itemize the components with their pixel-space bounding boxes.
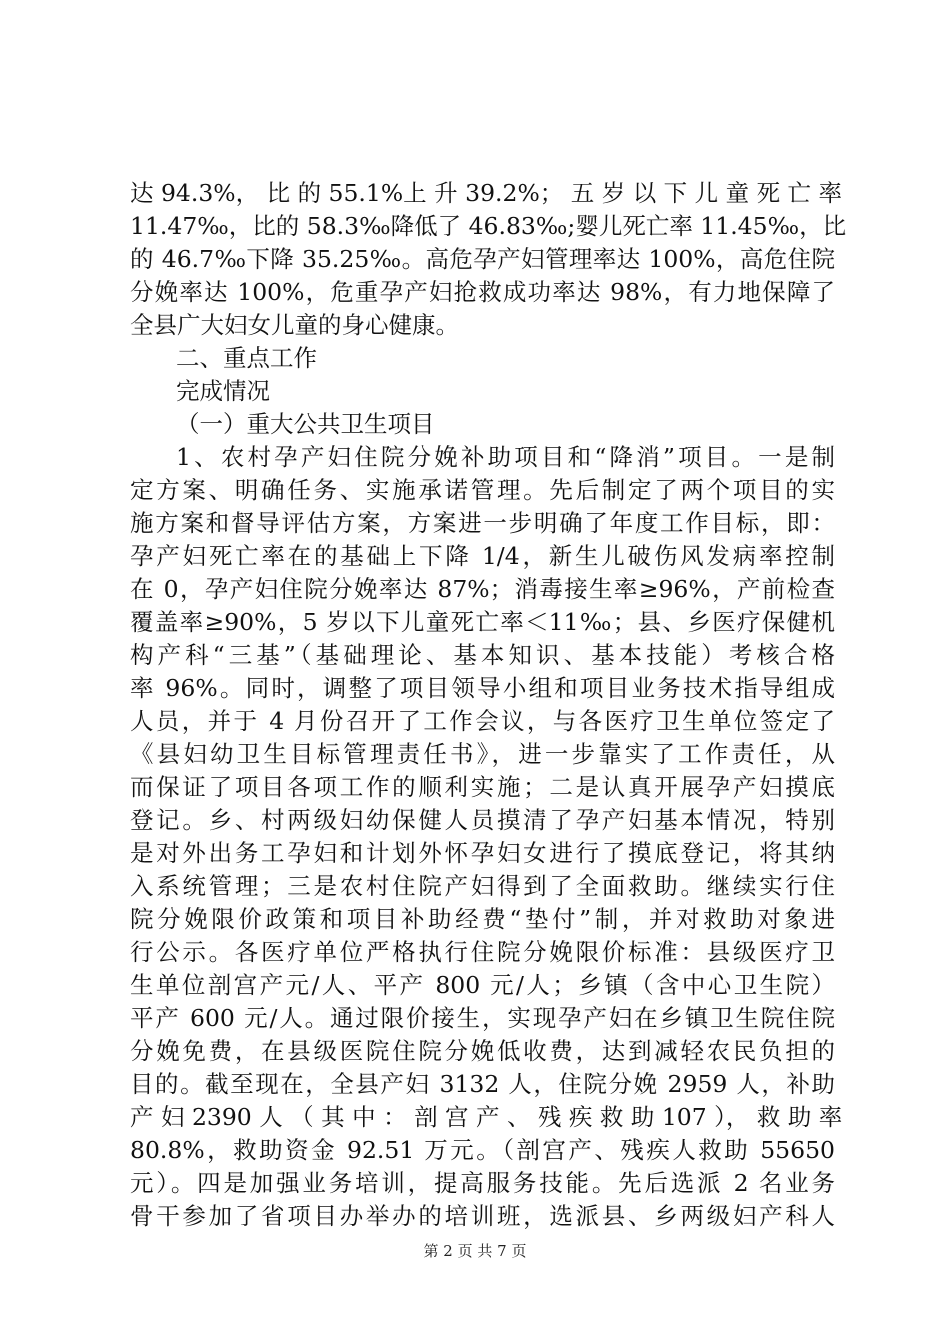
paragraph-line: 分娩免费，在县级医院住院分娩低收费，达到减轻农民负担的	[130, 1037, 835, 1065]
paragraph-line: 登记。乡、村两级妇幼保健人员摸清了孕产妇基本情况，特别	[130, 806, 835, 834]
paragraph-line: 1、农村孕产妇住院分娩补助项目和“降消”项目。一是制	[176, 443, 835, 471]
paragraph-line: 《县妇幼卫生目标管理责任书》，进一步靠实了工作责任，从	[130, 740, 835, 768]
section-heading: 二、重点工作	[176, 344, 317, 372]
paragraph-line: 11.47‰，比的 58.3‰降低了 46.83‰;婴儿死亡率 11.45‰，比	[130, 212, 847, 240]
paragraph-line: 率 96%。同时，调整了项目领导小组和项目业务技术指导组成	[130, 674, 835, 702]
page-footer: 第 2 页 共 7 页	[423, 1242, 527, 1260]
paragraph-line: 孕产妇死亡率在的基础上下降 1/4，新生儿破伤风发病率控制	[130, 542, 835, 570]
paragraph-line: 而保证了项目各项工作的顺利实施；二是认真开展孕产妇摸底	[130, 773, 835, 801]
paragraph-line: 在 0，孕产妇住院分娩率达 87%；消毒接生率≥96%，产前检查	[130, 575, 835, 603]
subsection-heading: （一）重大公共卫生项目	[176, 410, 435, 438]
paragraph-line: 覆盖率≥90%，5 岁以下儿童死亡率＜11‰；县、乡医疗保健机	[130, 608, 835, 636]
paragraph-line: 达 94.3%， 比 的 55.1%上 升 39.2%； 五 岁 以 下 儿 童 死 亡 率	[130, 179, 843, 207]
paragraph-line: 是对外出务工孕妇和计划外怀孕妇女进行了摸底登记，将其纳	[130, 839, 835, 867]
paragraph-line: 生单位剖宫产元/人、平产 800 元/人；乡镇（含中心卫生院）	[130, 971, 835, 999]
paragraph-line: 定方案、明确任务、实施承诺管理。先后制定了两个项目的实	[130, 476, 835, 504]
paragraph-line: 行公示。各医疗单位严格执行住院分娩限价标准：县级医疗卫	[130, 938, 835, 966]
section-subheading: 完成情况	[176, 377, 270, 405]
paragraph-line: 构产科“三基”（基础理论、基本知识、基本技能）考核合格	[130, 641, 835, 669]
paragraph-line: 的 46.7‰下降 35.25‰。高危孕产妇管理率达 100%，高危住院	[130, 245, 835, 273]
paragraph-line: 分娩率达 100%，危重孕产妇抢救成功率达 98%，有力地保障了	[130, 278, 835, 306]
paragraph-line: 骨干参加了省项目办举办的培训班，选派县、乡两级妇产科人	[130, 1202, 835, 1230]
paragraph-line: 元）。四是加强业务培训，提高服务技能。先后选派 2 名业务	[130, 1169, 835, 1197]
paragraph-line: 入系统管理；三是农村住院产妇得到了全面救助。继续实行住	[130, 872, 835, 900]
paragraph-line: 施方案和督导评估方案，方案进一步明确了年度工作目标，即：	[130, 509, 835, 537]
paragraph-line: 目的。截至现在，全县产妇 3132 人，住院分娩 2959 人，补助	[130, 1070, 835, 1098]
paragraph-line: 产 妇 2390 人 （ 其 中 ： 剖 宫 产 、 残 疾 救 助 107 ）， 救 助 率	[130, 1103, 843, 1131]
paragraph-line: 平产 600 元/人。通过限价接生，实现孕产妇在乡镇卫生院住院	[130, 1004, 835, 1032]
paragraph-line: 院分娩限价政策和项目补助经费“垫付”制，并对救助对象进	[130, 905, 835, 933]
paragraph-line: 人员，并于 4 月份召开了工作会议，与各医疗卫生单位签定了	[130, 707, 835, 735]
paragraph-line: 80.8%，救助资金 92.51 万元。（剖宫产、残疾人救助 55650	[130, 1136, 835, 1164]
paragraph-line: 全县广大妇女儿童的身心健康。	[130, 311, 459, 339]
